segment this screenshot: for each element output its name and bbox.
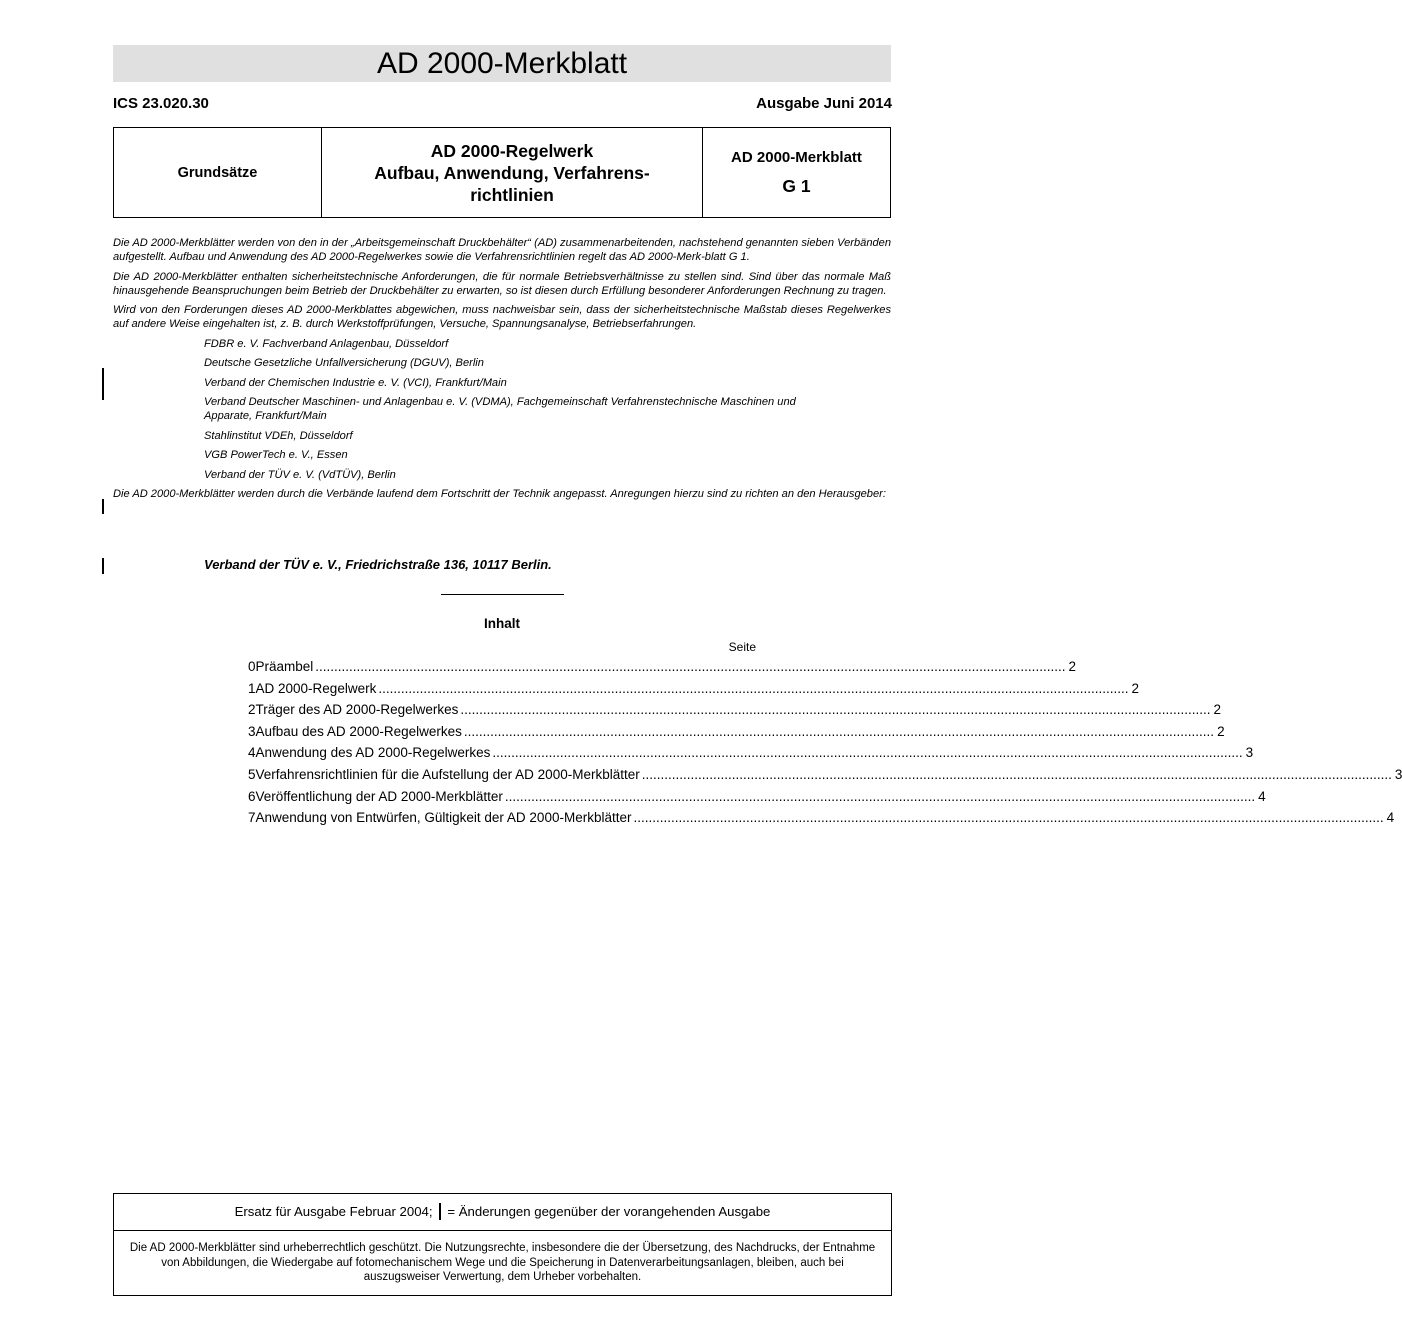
toc-leader-dots: ........................................................................................................................................................................................................ bbox=[641, 766, 1392, 782]
toc-entry-number: 4 bbox=[248, 745, 256, 761]
toc-entry-number: 0 bbox=[248, 659, 256, 674]
toc-page-label: Seite bbox=[728, 640, 756, 654]
toc-leader-dots: ........................................................................................................................................................................................................ bbox=[633, 810, 1384, 826]
category-label: Grundsätze bbox=[177, 164, 258, 181]
toc-leader-dots: ........................................................................................................................................................................................................ bbox=[315, 659, 1066, 674]
toc-entry-page: 4 bbox=[1386, 810, 1395, 826]
toc-leader-dots: ........................................................................................................................................................................................................ bbox=[463, 723, 1215, 739]
doc-type: AD 2000-Merkblatt bbox=[731, 148, 862, 166]
footer-box bbox=[113, 1193, 892, 1296]
toc-entry-number: 6 bbox=[248, 788, 256, 804]
toc-entry[interactable] bbox=[248, 788, 1266, 811]
subject-line-3: richtlinien bbox=[470, 184, 554, 205]
toc-entry-page: 2 bbox=[1213, 702, 1222, 718]
changes-legend: = Änderungen gegenüber der vorangehenden Ausgabe bbox=[447, 1204, 771, 1219]
toc-entry-label: AD 2000-Regelwerk bbox=[255, 680, 377, 696]
organization-list bbox=[113, 337, 891, 482]
category-cell bbox=[114, 128, 322, 217]
toc-entry-label: Anwendung des AD 2000-Regelwerkes bbox=[255, 745, 491, 761]
toc-entry-number: 3 bbox=[248, 723, 256, 739]
toc-entry-page: 4 bbox=[1258, 788, 1266, 804]
subject-line-2: Aufbau, Anwendung, Verfahrens- bbox=[374, 162, 650, 183]
ics-code: ICS 23.020.30 bbox=[113, 95, 209, 112]
footer-edition-note bbox=[114, 1194, 891, 1231]
toc-entry-label: Träger des AD 2000-Regelwerkes bbox=[255, 702, 459, 718]
toc-entry[interactable] bbox=[248, 659, 1076, 681]
toc-entry-label: Veröffentlichung der AD 2000-Merkblätter bbox=[255, 788, 503, 804]
table-of-contents bbox=[248, 659, 1402, 832]
organization-item: Verband Deutscher Maschinen- und Anlagenbau e. V. (VDMA), Fachgemeinschaft Verfahrenstechnische Maschinen und Apparate, Frankfurt/Main bbox=[204, 396, 796, 423]
organization-item: Verband der Chemischen Industrie e. V. (VCI), Frankfurt/Main bbox=[204, 376, 507, 389]
intro-paragraph-2: Die AD 2000-Merkblätter enthalten sicherheitstechnische Anforderungen, die für normale Betriebsverhältnisse zu stellen sind. Sind über das normale Maß hinausgehende Beanspruchungen beim Betrieb der Druckbehälter zu erwarten, so ist diesen durch Erfüllung besonderer Anforderungen Rechnung zu tragen. bbox=[113, 270, 891, 297]
organization-item: Deutsche Gesetzliche Unfallversicherung (DGUV), Berlin bbox=[204, 357, 484, 370]
change-bar bbox=[102, 558, 104, 574]
subject-cell bbox=[322, 128, 703, 217]
header-table bbox=[113, 127, 891, 218]
toc-entry-number: 2 bbox=[248, 702, 256, 718]
copyright-notice: Die AD 2000-Merkblätter sind urheberrechtlich geschützt. Die Nutzungsrechte, insbesondere die der Übersetzung, des Nachdrucks, der Entnahme von Abbildungen, die Wiedergabe auf fotomechanischem Wege und die Speicherung in Datenverarbeitungsanlagen, bleiben, auch bei auszugsweiser Verwertung, dem Urheber vorbehalten. bbox=[129, 1242, 876, 1283]
toc-entry-label: Verfahrensrichtlinien für die Aufstellung der AD 2000-Merkblätter bbox=[255, 766, 640, 782]
toc-entry-number: 1 bbox=[248, 680, 256, 696]
toc-title: Inhalt bbox=[484, 616, 520, 631]
change-bar bbox=[102, 499, 104, 514]
change-bar-symbol bbox=[439, 1203, 441, 1220]
toc-leader-dots: ........................................................................................................................................................................................................ bbox=[378, 680, 1129, 696]
toc-leader-dots: ........................................................................................................................................................................................................ bbox=[492, 745, 1243, 761]
separator-rule bbox=[441, 594, 564, 595]
subject-line-1: AD 2000-Regelwerk bbox=[430, 140, 594, 161]
change-bar bbox=[102, 368, 104, 400]
toc-entry-page: 2 bbox=[1131, 680, 1139, 696]
publisher-address: Verband der TÜV e. V., Friedrichstraße 136, 10117 Berlin. bbox=[204, 557, 552, 572]
edition-date: Ausgabe Juni 2014 bbox=[756, 95, 892, 112]
toc-entry-page: 2 bbox=[1068, 659, 1076, 674]
toc-entry-label: Anwendung von Entwürfen, Gültigkeit der AD 2000-Merkblätter bbox=[255, 810, 632, 826]
toc-entry-number: 5 bbox=[248, 766, 256, 782]
intro-paragraph-4: Die AD 2000-Merkblätter werden durch die Verbände laufend dem Fortschritt der Technik angepasst. Anregungen hierzu sind zu richten an den Herausgeber: bbox=[113, 488, 886, 501]
toc-entry[interactable] bbox=[248, 702, 1222, 724]
toc-leader-dots: ........................................................................................................................................................................................................ bbox=[504, 788, 1256, 804]
organization-item: Stahlinstitut VDEh, Düsseldorf bbox=[204, 429, 353, 442]
doc-number: G 1 bbox=[782, 175, 811, 196]
toc-entry-page: 3 bbox=[1394, 766, 1402, 782]
toc-entry[interactable] bbox=[248, 745, 1254, 767]
toc-entry-page: 3 bbox=[1245, 745, 1254, 761]
page-title: AD 2000-Merkblatt bbox=[113, 45, 891, 82]
toc-entry[interactable] bbox=[248, 680, 1139, 703]
toc-entry-label: Präambel bbox=[255, 659, 314, 674]
toc-entry[interactable] bbox=[248, 766, 1402, 789]
intro-paragraph-1: Die AD 2000-Merkblätter werden von den in der „Arbeitsgemeinschaft Druckbehälter“ (AD) zusammenarbeitenden, nachstehend genannten sieben Verbänden aufgestellt. Aufbau und Anwendung des AD 2000-Regelwerkes sowie die Verfahrensrichtlinien regelt das AD 2000-Merk-blatt G 1. bbox=[113, 237, 891, 264]
replaces-edition: Ersatz für Ausgabe Februar 2004; bbox=[234, 1204, 433, 1219]
toc-entry-label: Aufbau des AD 2000-Regelwerkes bbox=[255, 723, 462, 739]
toc-entry[interactable] bbox=[248, 810, 1395, 832]
organization-item: FDBR e. V. Fachverband Anlagenbau, Düsseldorf bbox=[204, 337, 449, 350]
organization-item: Verband der TÜV e. V. (VdTÜV), Berlin bbox=[204, 468, 396, 481]
toc-entry-page: 2 bbox=[1217, 723, 1225, 739]
toc-entry[interactable] bbox=[248, 723, 1225, 746]
intro-section bbox=[113, 236, 891, 507]
doc-id-cell bbox=[703, 128, 890, 217]
organization-item: VGB PowerTech e. V., Essen bbox=[204, 449, 348, 462]
toc-entry-number: 7 bbox=[248, 810, 256, 826]
intro-paragraph-3: Wird von den Forderungen dieses AD 2000-Merkblattes abgewichen, muss nachweisbar sein, dass der sicherheitstechnische Maßstab dieses Regelwerkes auf andere Weise eingehalten ist, z. B. durch Werkstoffprüfungen, Versuche, Spannungsanalyse, Betriebserfahrungen. bbox=[113, 304, 891, 331]
toc-leader-dots: ........................................................................................................................................................................................................ bbox=[460, 702, 1211, 718]
